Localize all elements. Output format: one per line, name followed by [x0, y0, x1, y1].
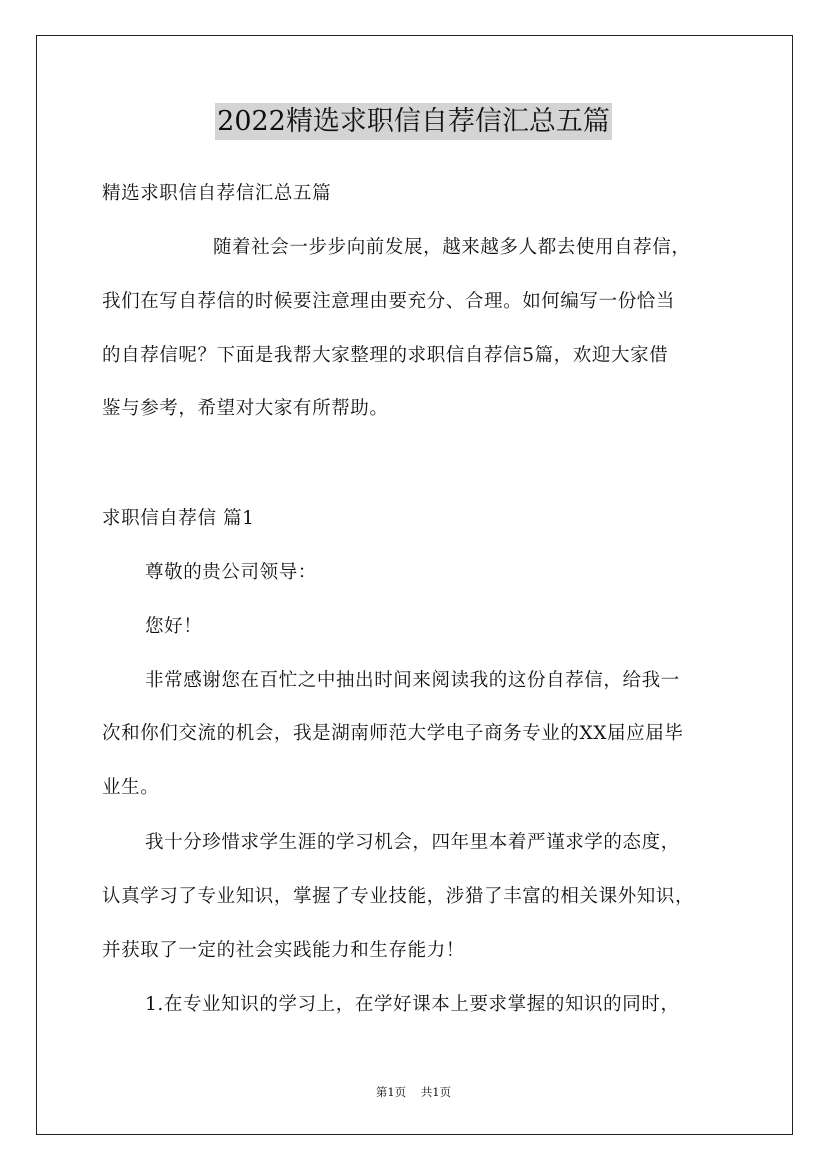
paragraph2-line-2: 认真学习了专业知识，掌握了专业技能，涉猎了丰富的相关课外知识， [102, 886, 695, 907]
title-container [0, 103, 827, 140]
paragraph1-line-2: 次和你们交流的机会，我是湖南师范大学电子商务专业的XX届应届毕 [102, 723, 684, 744]
page-footer [0, 1084, 827, 1100]
intro-line-2: 我们在写自荐信的时候要注意理由要充分、合理。如何编写一份恰当 [102, 291, 676, 312]
paragraph3-line-1: 1.在专业知识的学习上，在学好课本上要求掌握的知识的同时， [145, 994, 680, 1015]
greeting: 您好！ [145, 616, 203, 637]
paragraph1-line-3: 业生。 [102, 777, 160, 798]
intro-line-3: 的自荐信呢？下面是我帮大家整理的求职信自荐信5篇，欢迎大家借 [102, 345, 669, 366]
page-total: 共1页 [420, 1085, 452, 1099]
intro-line-1: 随着社会一步步向前发展，越来越多人都去使用自荐信， [213, 237, 691, 258]
paragraph2-line-3: 并获取了一定的社会实践能力和生存能力！ [102, 940, 465, 961]
document-title: 2022精选求职信自荐信汇总五篇 [215, 103, 612, 140]
paragraph2-line-1: 我十分珍惜求学生涯的学习机会，四年里本着严谨求学的态度， [145, 832, 680, 853]
section-heading: 求职信自荐信 篇1 [102, 508, 255, 529]
salutation: 尊敬的贵公司领导： [145, 562, 317, 583]
page-number: 第1页 [375, 1085, 407, 1099]
intro-line-4: 鉴与参考，希望对大家有所帮助。 [102, 398, 389, 419]
paragraph1-line-1: 非常感谢您在百忙之中抽出时间来阅读我的这份自荐信，给我一 [145, 670, 680, 691]
document-subtitle: 精选求职信自荐信汇总五篇 [102, 183, 332, 204]
